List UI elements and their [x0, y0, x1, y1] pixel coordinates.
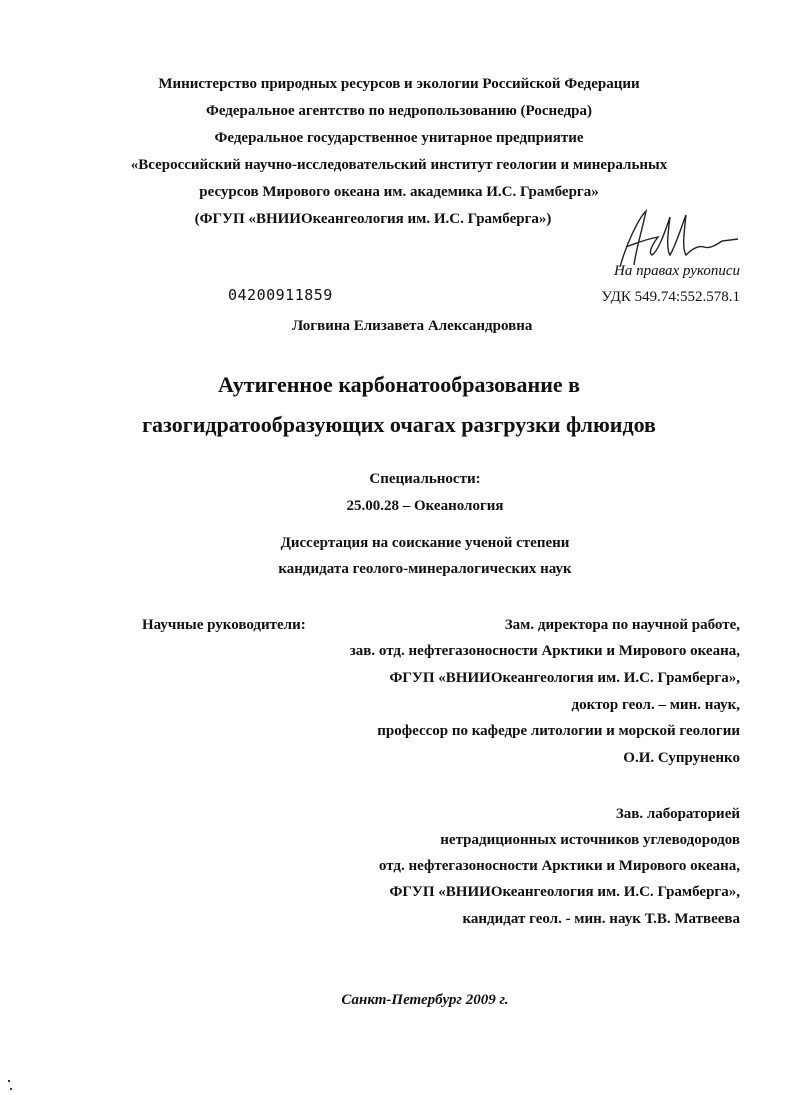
supervisor-2-line-5: кандидат геол. - мин. наук Т.В. Матвеева [462, 911, 740, 927]
scan-speck [10, 1088, 12, 1090]
supervisor-1-line-1: Зам. директора по научной работе, [504, 617, 740, 633]
supervisor-2-line-1: Зав. лабораторией [615, 806, 740, 822]
catalog-number: 04200911859 [228, 286, 333, 304]
specialty-code: 25.00.28 – Океанология [346, 498, 504, 514]
supervisor-2-line-4: ФГУП «ВНИИОкеангеология им. И.С. Грамберга», [389, 884, 740, 900]
enterprise-line: Федеральное государственное унитарное предприятие [214, 130, 584, 146]
place-and-year: Санкт-Петербург 2009 г. [341, 992, 509, 1008]
supervisor-1-line-3: ФГУП «ВНИИОкеангеология им. И.С. Грамберга», [389, 670, 740, 686]
author-name: Логвина Елизавета Александровна [292, 318, 533, 334]
institute-short-name: (ФГУП «ВНИИОкеангеология им. И.С. Грамберга») [194, 211, 552, 227]
rights-note: На правах рукописи [614, 263, 740, 279]
dissertation-title-line-1: Аутигенное карбонатообразование в [217, 372, 581, 397]
institute-line-1: «Всероссийский научно-исследовательский институт геологии и минеральных [130, 157, 668, 173]
ministry-line: Министерство природных ресурсов и экологии Российской Федерации [158, 76, 640, 92]
supervisor-1-line-4: доктор геол. – мин. наук, [571, 697, 740, 713]
dissertation-title-line-2: газогидратообразующих очагах разгрузки флюидов [142, 412, 656, 437]
specialty-label: Специальности: [369, 471, 481, 487]
supervisor-2-line-2: нетрадиционных источников углеводородов [440, 832, 740, 848]
supervisor-1-name: О.И. Супруненко [623, 750, 740, 766]
supervisors-label: Научные руководители: [142, 617, 306, 633]
scan-speck [8, 1080, 10, 1082]
supervisor-1-line-5: профессор по кафедре литологии и морской геологии [377, 723, 740, 739]
udk-code: УДК 549.74:552.578.1 [601, 289, 740, 305]
degree-line-2: кандидата геолого-минералогических наук [278, 561, 572, 577]
supervisor-1-line-2: зав. отд. нефтегазоносности Арктики и Мирового океана, [349, 643, 740, 659]
supervisor-2-line-3: отд. нефтегазоносности Арктики и Мирового океана, [378, 858, 740, 874]
agency-line: Федеральное агентство по недропользованию (Роснедра) [205, 103, 593, 119]
degree-line-1: Диссертация на соискание ученой степени [280, 535, 570, 551]
institute-line-2: ресурсов Мирового океана им. академика И.С. Грамберга» [199, 184, 599, 200]
